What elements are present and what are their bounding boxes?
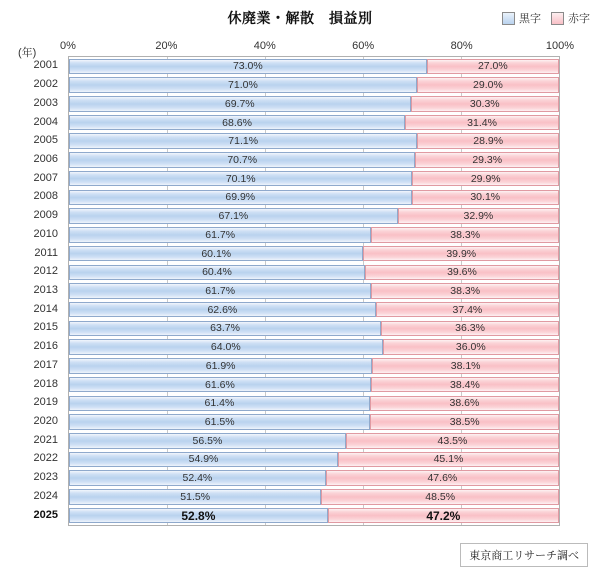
table-row xyxy=(69,302,559,318)
y-axis-category-label: 2017 xyxy=(33,358,58,371)
bar-segment-loss xyxy=(415,152,559,168)
y-axis-category-label: 2014 xyxy=(33,302,58,315)
bar-value-label: 67.1% xyxy=(218,210,249,223)
bar-value-label: 63.7% xyxy=(210,322,240,335)
table-row xyxy=(69,508,559,524)
bar-value-label: 29.9% xyxy=(470,172,501,185)
bar-segment-loss xyxy=(338,452,559,468)
bar-segment-loss xyxy=(321,489,559,505)
bar-segment-loss xyxy=(412,171,559,187)
table-row xyxy=(69,489,559,505)
bar-segment-profit xyxy=(69,208,398,224)
bar-segment-loss xyxy=(411,96,559,112)
bar-segment-loss xyxy=(383,339,559,355)
legend-label-profit: 黒字 xyxy=(519,13,541,25)
bar-value-label: 27.0% xyxy=(477,60,508,73)
bar-segment-profit xyxy=(69,265,365,281)
bar-value-label: 61.4% xyxy=(204,397,235,410)
table-row xyxy=(69,321,559,337)
bar-value-label: 29.3% xyxy=(472,153,503,166)
chart-source: 東京商工リサーチ調べ xyxy=(460,543,588,567)
bar-segment-profit xyxy=(69,190,412,206)
y-axis-category-label: 2010 xyxy=(33,227,58,240)
bar-segment-profit xyxy=(69,302,376,318)
y-axis-category-label: 2020 xyxy=(33,415,58,428)
table-row xyxy=(69,414,559,430)
table-row xyxy=(69,208,559,224)
table-row xyxy=(69,452,559,468)
bar-segment-profit xyxy=(69,377,371,393)
x-axis-ticks xyxy=(60,40,575,54)
bar-value-label: 52.8% xyxy=(181,508,216,523)
bar-segment-loss xyxy=(326,470,559,486)
bar-value-label: 45.1% xyxy=(433,453,464,466)
bar-value-label: 43.5% xyxy=(437,434,468,447)
bar-value-label: 39.9% xyxy=(446,247,477,260)
y-axis-category-label: 2003 xyxy=(33,96,58,109)
table-row xyxy=(69,96,559,112)
bar-segment-loss xyxy=(365,265,559,281)
bar-value-label: 68.6% xyxy=(222,116,252,129)
x-tick-label: 100% xyxy=(545,40,575,52)
table-row xyxy=(69,339,559,355)
bar-segment-profit xyxy=(69,171,412,187)
bar-segment-profit xyxy=(69,339,383,355)
table-row xyxy=(69,227,559,243)
y-axis-category-label: 2019 xyxy=(33,396,58,409)
bar-segment-profit xyxy=(69,96,411,112)
bar-segment-profit xyxy=(69,470,326,486)
bar-segment-profit xyxy=(69,152,415,168)
legend-item-profit xyxy=(502,10,541,26)
y-axis-category-label: 2006 xyxy=(33,152,58,165)
y-axis-category-label: 2011 xyxy=(34,246,58,259)
bar-value-label: 56.5% xyxy=(192,434,223,447)
bar-value-label: 64.0% xyxy=(210,341,241,354)
table-row xyxy=(69,396,559,412)
x-tick-label: 20% xyxy=(155,40,178,52)
bar-value-label: 71.1% xyxy=(228,135,259,148)
table-row xyxy=(69,358,559,374)
y-axis-category-label: 2022 xyxy=(33,452,58,465)
bar-segment-loss xyxy=(370,396,559,412)
bar-segment-profit xyxy=(69,414,370,430)
table-row xyxy=(69,171,559,187)
y-axis-category-label: 2024 xyxy=(33,489,58,502)
bar-value-label: 38.3% xyxy=(450,228,481,241)
y-axis-category-label: 2015 xyxy=(33,321,58,334)
bar-value-label: 48.5% xyxy=(425,490,456,503)
bar-segment-profit xyxy=(69,358,372,374)
y-axis-category-label: 2005 xyxy=(33,134,58,147)
bar-segment-loss xyxy=(363,246,559,262)
x-tick-label: 80% xyxy=(450,40,473,52)
legend-label-loss: 赤字 xyxy=(568,13,590,25)
bar-segment-loss xyxy=(412,190,559,206)
y-axis-category-label: 2025 xyxy=(33,508,58,521)
table-row xyxy=(69,246,559,262)
table-row xyxy=(69,433,559,449)
plot-area xyxy=(68,56,560,526)
bar-segment-profit xyxy=(69,133,417,149)
bar-value-label: 54.9% xyxy=(188,453,219,466)
table-row xyxy=(69,133,559,149)
x-tick-label: 40% xyxy=(253,40,276,52)
y-axis-category-label: 2013 xyxy=(33,284,58,296)
bar-value-label: 52.4% xyxy=(182,472,213,485)
bar-value-label: 73.0% xyxy=(232,60,263,73)
bar-segment-loss xyxy=(371,377,559,393)
bar-value-label: 61.5% xyxy=(204,416,235,429)
bar-segment-loss xyxy=(417,77,559,93)
table-row xyxy=(69,115,559,131)
bar-value-label: 70.7% xyxy=(227,153,258,166)
bar-value-label: 38.4% xyxy=(450,378,480,391)
bar-segment-loss xyxy=(370,414,559,430)
bar-value-label: 60.4% xyxy=(202,266,232,279)
table-row xyxy=(69,152,559,168)
bar-value-label: 71.0% xyxy=(228,79,258,92)
y-axis-category-label: 2007 xyxy=(33,171,58,184)
bar-value-label: 38.5% xyxy=(449,416,480,429)
bar-value-label: 51.5% xyxy=(180,490,211,503)
bar-value-label: 62.6% xyxy=(207,303,238,316)
bar-value-label: 47.6% xyxy=(427,472,458,485)
bar-value-label: 37.4% xyxy=(452,303,483,316)
bar-segment-profit xyxy=(69,77,417,93)
bar-segment-profit xyxy=(69,321,381,337)
bar-value-label: 39.6% xyxy=(447,266,477,279)
bar-value-label: 60.1% xyxy=(201,247,232,260)
chart-legend xyxy=(502,10,590,26)
bar-value-label: 30.1% xyxy=(470,191,501,204)
table-row xyxy=(69,59,559,75)
bar-value-label: 36.0% xyxy=(455,341,486,354)
bar-segment-loss xyxy=(398,208,559,224)
bar-segment-profit xyxy=(69,452,338,468)
y-axis-category-label: 2002 xyxy=(33,78,58,91)
table-row xyxy=(69,377,559,393)
table-row xyxy=(69,470,559,486)
bar-value-label: 61.6% xyxy=(205,378,235,391)
y-axis-category-label: 2008 xyxy=(33,190,58,203)
legend-item-loss xyxy=(551,10,590,26)
bar-segment-profit xyxy=(69,508,328,524)
bar-segment-loss xyxy=(372,358,559,374)
bar-value-label: 28.9% xyxy=(473,135,504,148)
y-axis-category-label: 2021 xyxy=(33,433,58,446)
bar-value-label: 47.2% xyxy=(426,508,461,523)
bar-value-label: 32.9% xyxy=(463,210,494,223)
table-row xyxy=(69,265,559,281)
chart-title: 休廃業・解散 損益別 xyxy=(227,10,373,26)
y-axis-category-label: 2004 xyxy=(33,115,58,128)
bar-segment-profit xyxy=(69,489,321,505)
bar-segment-profit xyxy=(69,59,427,75)
bar-value-label: 69.9% xyxy=(225,191,256,204)
bar-segment-loss xyxy=(405,115,559,131)
bar-value-label: 38.3% xyxy=(450,284,481,297)
y-axis-category-label: 2018 xyxy=(33,377,58,390)
bar-rows xyxy=(69,57,559,525)
bar-value-label: 61.9% xyxy=(205,359,236,372)
bar-segment-loss xyxy=(371,283,559,299)
table-row xyxy=(69,77,559,93)
bar-segment-profit xyxy=(69,115,405,131)
bar-value-label: 31.4% xyxy=(467,116,497,129)
y-axis-category-label: 2001 xyxy=(33,59,58,72)
bar-segment-loss xyxy=(328,508,559,524)
table-row xyxy=(69,283,559,299)
bar-segment-profit xyxy=(69,396,370,412)
y-axis-labels xyxy=(0,56,66,526)
y-axis-category-label: 2012 xyxy=(33,265,58,278)
bar-segment-loss xyxy=(381,321,559,337)
y-axis-category-label: 2023 xyxy=(33,471,58,484)
bar-segment-profit xyxy=(69,227,371,243)
x-tick-label: 60% xyxy=(352,40,375,52)
x-tick-label: 0% xyxy=(60,40,76,52)
bar-segment-loss xyxy=(417,133,559,149)
bar-value-label: 30.3% xyxy=(469,97,500,110)
y-axis-category-label: 2016 xyxy=(33,340,58,353)
bar-segment-loss xyxy=(376,302,559,318)
bar-segment-loss xyxy=(371,227,559,243)
bar-segment-loss xyxy=(346,433,559,449)
bar-value-label: 38.6% xyxy=(449,397,480,410)
bar-value-label: 69.7% xyxy=(224,97,255,110)
bar-value-label: 70.1% xyxy=(225,172,256,185)
y-axis-category-label: 2009 xyxy=(33,209,58,222)
bar-segment-profit xyxy=(69,283,371,299)
bar-value-label: 29.0% xyxy=(473,79,503,92)
table-row xyxy=(69,190,559,206)
y-axis-unit-label: (年) xyxy=(18,47,37,59)
bar-value-label: 38.1% xyxy=(450,359,481,372)
legend-swatch-profit xyxy=(502,12,515,25)
legend-swatch-loss xyxy=(551,12,564,25)
bar-segment-profit xyxy=(69,433,346,449)
bar-segment-loss xyxy=(427,59,559,75)
bar-segment-profit xyxy=(69,246,363,262)
bar-value-label: 61.7% xyxy=(205,228,236,241)
bar-value-label: 61.7% xyxy=(205,284,236,297)
bar-value-label: 36.3% xyxy=(455,322,485,335)
